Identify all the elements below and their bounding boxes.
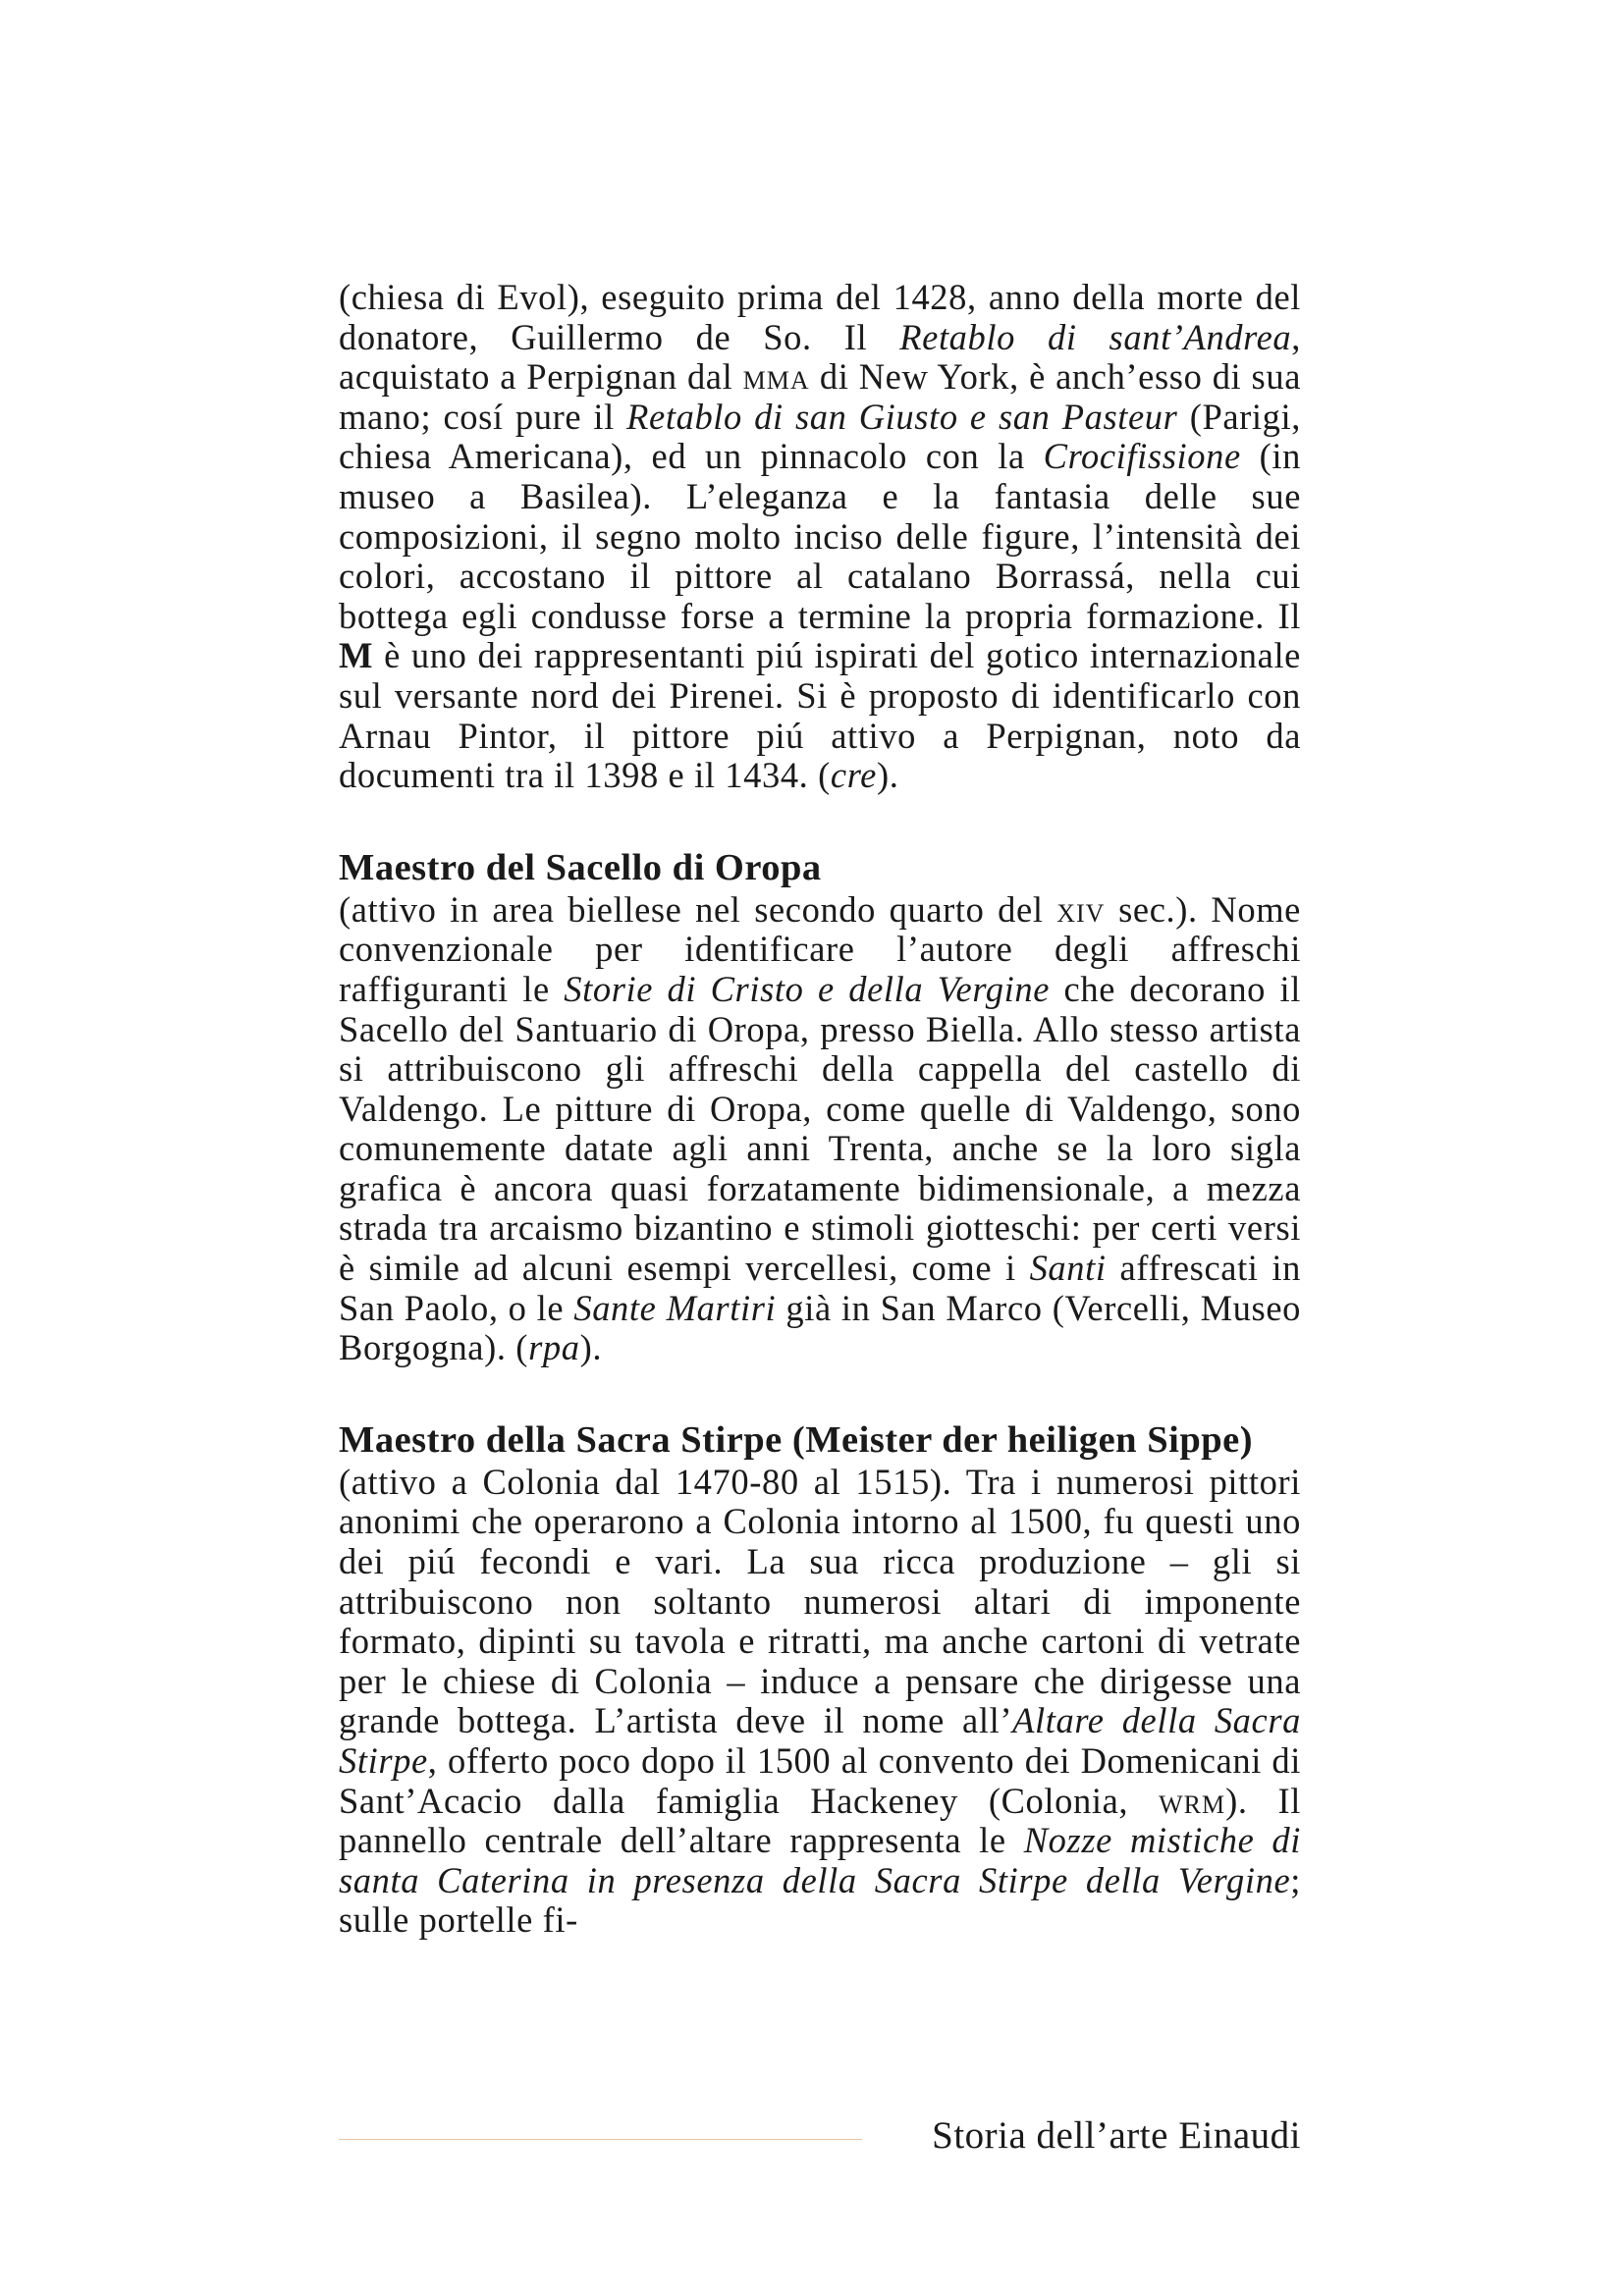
text-run: , acquistato a Perpignan dal (339, 316, 1301, 398)
text-run: ; sulle portelle fi- (339, 1859, 1301, 1941)
text-run: già in San Marco (Vercelli, Museo Borgogna). ( (339, 1287, 1301, 1368)
text-run: è uno dei rappresentanti piú ispirati del gotico internazionale sul versante nord dei Pirenei. Si è proposto di identificarlo con Arnau Pintor, il pittore piú attivo a Perpignan, noto da documenti tra il 1398 e il 1434. ( (339, 635, 1301, 796)
text-run: di New York, è anch’esso di sua mano; cosí pure il (339, 356, 1301, 437)
entry-paragraph (339, 890, 1301, 1368)
text-run: , offerto poco dopo il 1500 al convento dei Domenicani di Sant’Acacio dalla famiglia Hackeney (Colonia, (339, 1740, 1301, 1821)
artwork-title: Santi (1029, 1248, 1107, 1289)
entry-maestro-sacra-stirpe (339, 1419, 1301, 1941)
text-run: ). (876, 755, 899, 796)
text-run: (attivo a Colonia dal 1470-80 al 1515). Tra i numerosi pittori anonimi che operarono a Colonia intorno al 1500, fu questi uno dei piú fecondi e vari. La sua ricca produzione – gli si attribuiscono non soltanto numerosi altari di imponente formato, dipinti su tavola e ritratti, ma anche cartoni di vetrate per le chiese di Colonia – induce a pensare che dirigesse una grande bottega. L’artista deve il nome all’ (339, 1461, 1301, 1741)
artwork-title: Crocifissione (1043, 436, 1241, 477)
artwork-title: Retablo di san Giusto e san Pasteur (626, 396, 1178, 437)
artwork-title: Sante Martiri (573, 1287, 777, 1328)
entry-maestro-sacello-oropa (339, 847, 1301, 1368)
museum-abbreviation: mma (742, 356, 810, 398)
entry-heading: Maestro della Sacra Stirpe (Meister der heiligen Sippe) (339, 1418, 1254, 1461)
entry-heading: Maestro del Sacello di Oropa (339, 846, 822, 888)
artwork-title: Storie di Cristo e della Vergine (564, 968, 1051, 1009)
text-run: (Parigi, chiesa Americana), ed un pinnacolo con la (339, 396, 1301, 477)
text-run: affrescati in San Paolo, o le (339, 1248, 1301, 1328)
artwork-title: Altare della Sacra Stirpe (339, 1700, 1301, 1781)
text-run: (chiesa di Evol), eseguito prima del 1428, anno della morte del donatore, Guillermo de So. Il (339, 277, 1301, 357)
page-footer (339, 2112, 1301, 2162)
page-body (339, 278, 1301, 1941)
text-run: ). (579, 1327, 603, 1368)
text-run: ). Il pannello centrale dell’altare rappresenta le (339, 1780, 1301, 1861)
artwork-title: Nozze mistiche di santa Caterina in presenza della Sacra Stirpe della Vergine (339, 1820, 1301, 1900)
museum-abbreviation: wrm (1159, 1780, 1226, 1821)
subject-abbreviation: M (339, 635, 374, 676)
footer-publication-title: Storia dell’arte Einaudi (932, 2114, 1301, 2157)
century-numeral: xiv (1056, 888, 1106, 930)
author-initials: cre (830, 755, 877, 796)
entry-paragraph (339, 1463, 1301, 1941)
footer-rule (339, 2139, 862, 2140)
author-initials: rpa (528, 1327, 580, 1368)
continuation-paragraph (339, 278, 1301, 796)
text-run: (in museo a Basilea). L’eleganza e la fantasia delle sue composizioni, il segno molto inciso delle figure, l’intensità dei colori, accostano il pittore al catalano Borrassá, nella cui bottega egli condusse forse a termine la propria formazione. Il (339, 436, 1301, 636)
text-run: sec.). Nome convenzionale per identificare l’autore degli affreschi raffiguranti le (339, 888, 1301, 1009)
text-run: (attivo in area biellese nel secondo quarto del (339, 888, 1057, 930)
artwork-title: Retablo di sant’Andrea (899, 316, 1292, 357)
text-run: che decorano il Sacello del Santuario di Oropa, presso Biella. Allo stesso artista si attribuiscono gli affreschi della cappella del castello di Valdengo. Le pitture di Oropa, come quelle di Valdengo, sono comunemente datate agli anni Trenta, anche se la loro sigla grafica è ancora quasi forzatamente bidimensionale, a mezza strada tra arcaismo bizantino e stimoli giotteschi: per certi versi è simile ad alcuni esempi vercellesi, come i (339, 968, 1301, 1289)
